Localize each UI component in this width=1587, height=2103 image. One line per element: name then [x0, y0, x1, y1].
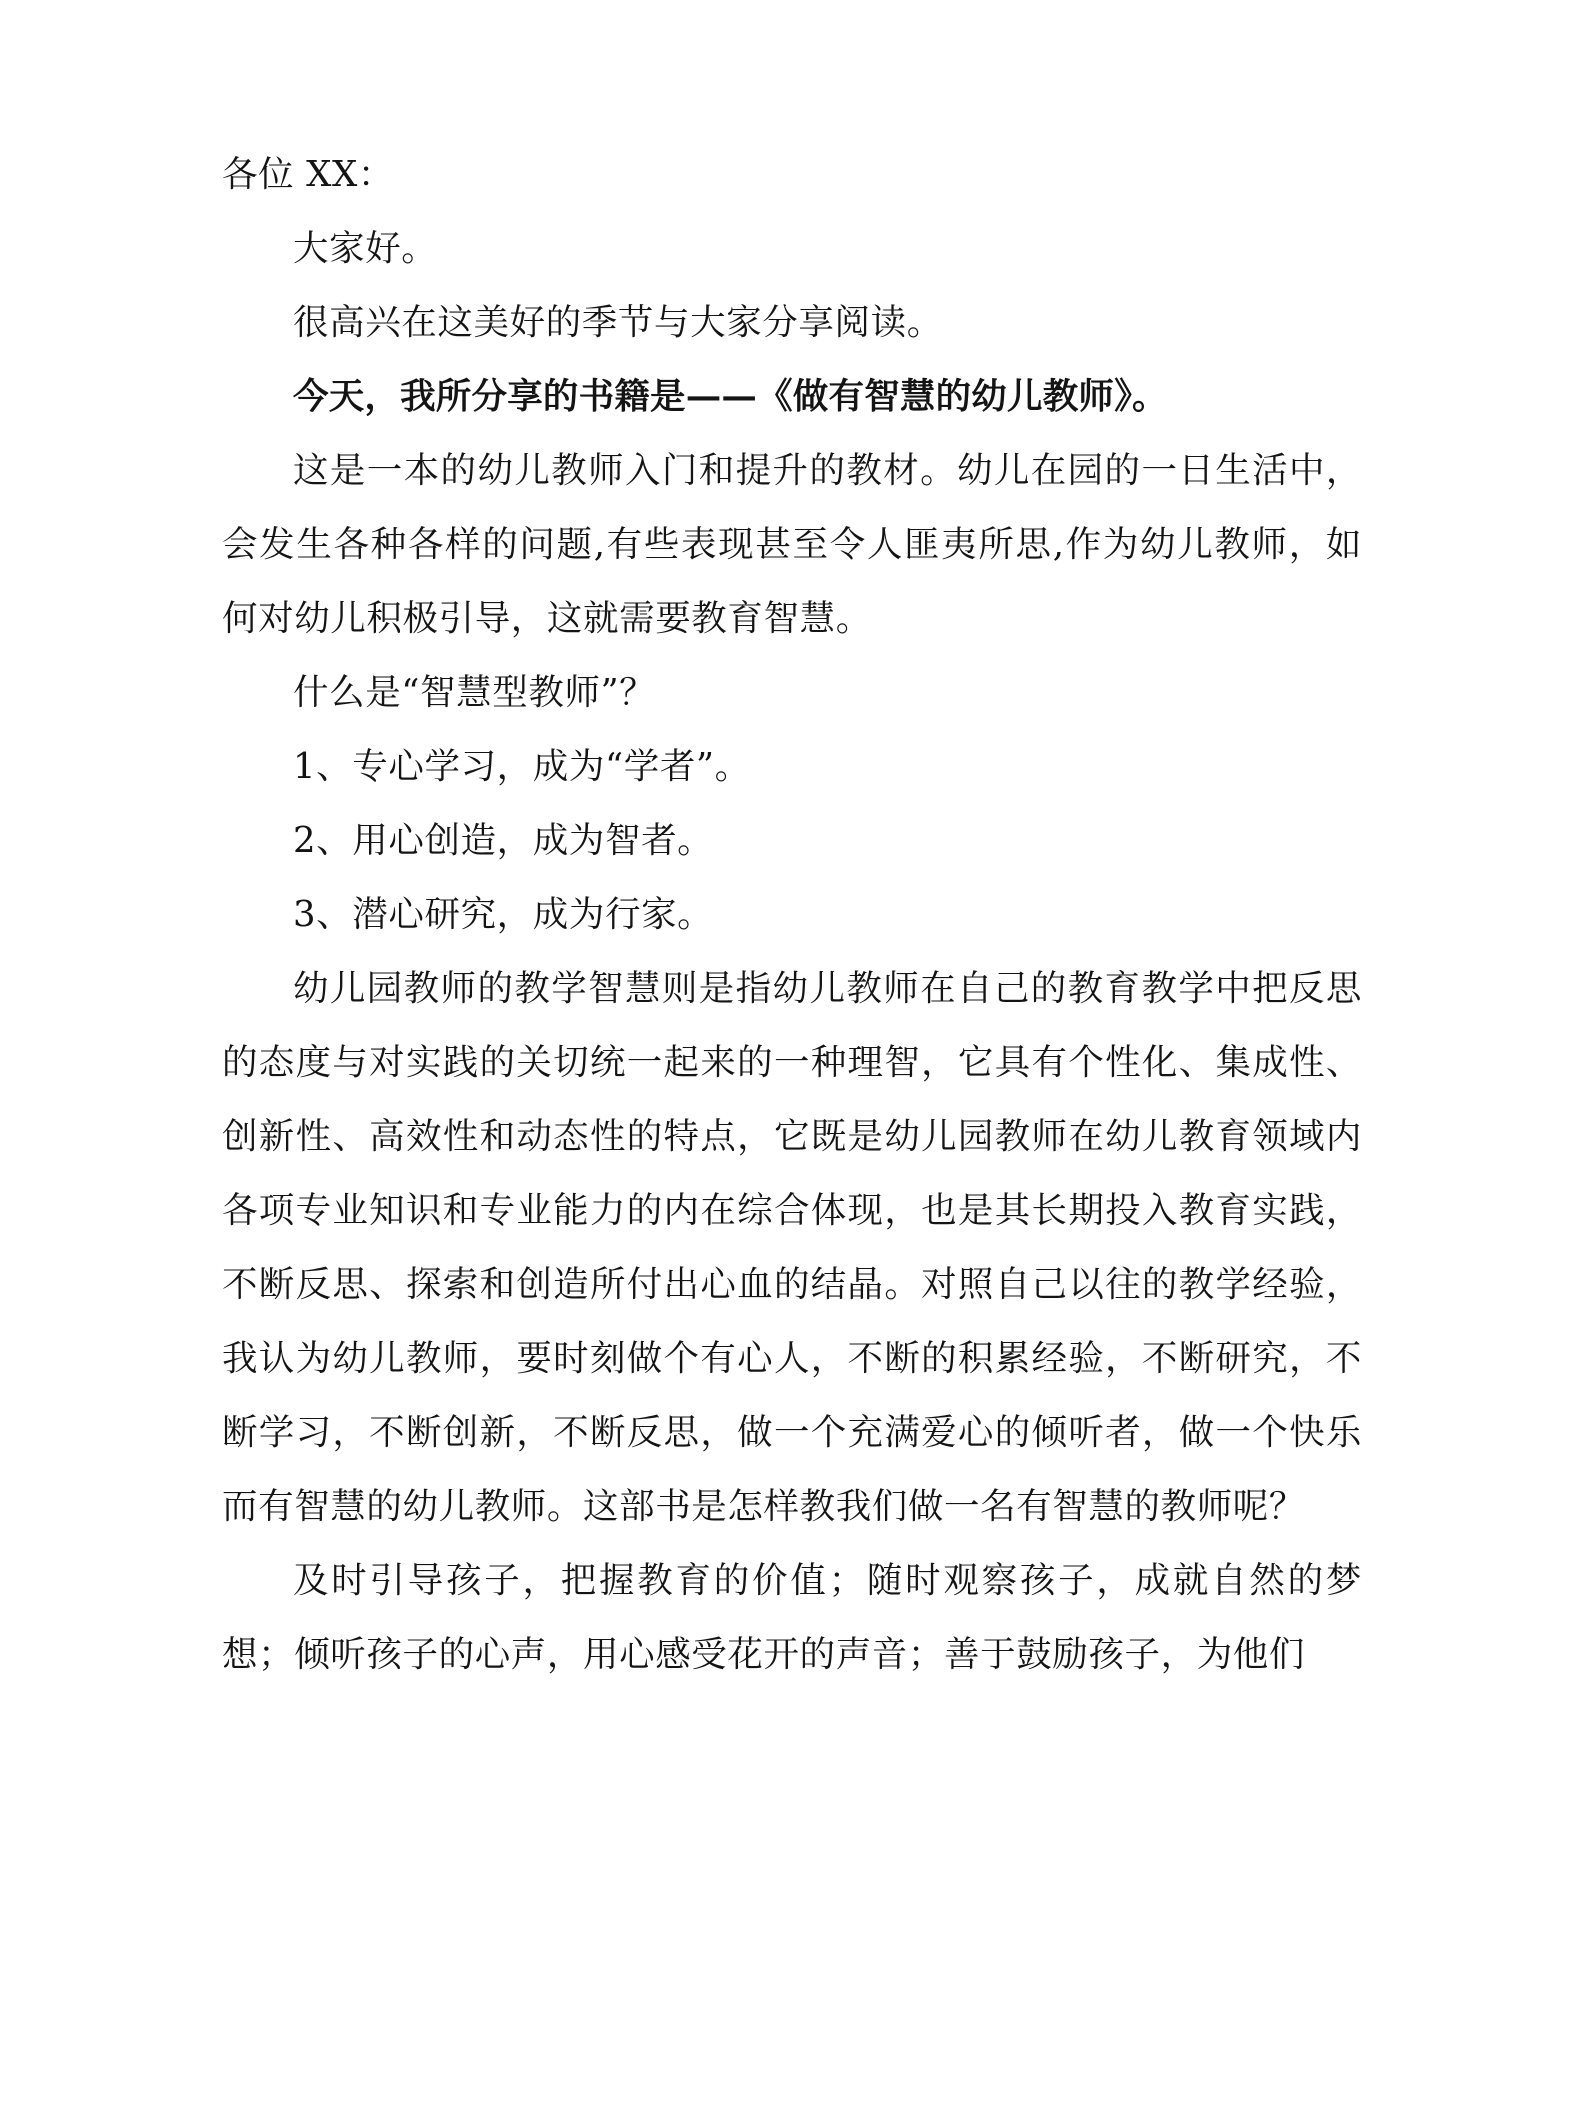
- list-item-1: 1、专心学习，成为“学者”。: [293, 746, 751, 787]
- document-body: [222, 138, 1362, 1692]
- salutation-line: 各位 XX：: [222, 154, 394, 195]
- main-paragraph: 幼儿园教师的教学智慧则是指幼儿教师在自己的教育教学中把反思的态度与对实践的关切统一起来的一种理智，它具有个性化、集成性、创新性、高效性和动态性的特点，它既是幼儿园教师在幼儿教育领域内各项专业知识和专业能力的内在综合体现，也是其长期投入教育实践，不断反思、探索和创造所付出心血的结晶。对照自己以往的教学经验，我认为幼儿教师，要时刻做个有心人，不断的积累经验，不断研究，不断学习，不断创新，不断反思，做一个充满爱心的倾听者，做一个快乐而有智慧的幼儿教师。这部书是怎样教我们做一名有智慧的教师呢？: [222, 968, 1362, 1527]
- list-item-3: 3、潜心研究，成为行家。: [293, 894, 714, 935]
- closing-paragraph: 及时引导孩子，把握教育的价值；随时观察孩子，成就自然的梦想；倾听孩子的心声，用心感受花开的声音；善于鼓励孩子，为他们: [222, 1560, 1362, 1675]
- greeting-line: 大家好。: [293, 228, 438, 269]
- opening-line: 很高兴在这美好的季节与大家分享阅读。: [293, 302, 943, 343]
- book-title-line: 今天，我所分享的书籍是——《做有智慧的幼儿教师》。: [293, 376, 1168, 417]
- list-item-2: 2、用心创造，成为智者。: [293, 820, 714, 861]
- intro-paragraph: 这是一本的幼儿教师入门和提升的教材。幼儿在园的一日生活中，会发生各种各样的问题,有些表现甚至令人匪夷所思,作为幼儿教师，如何对幼儿积极引导，这就需要教育智慧。: [222, 450, 1362, 639]
- question-line: 什么是“智慧型教师”？: [293, 672, 656, 713]
